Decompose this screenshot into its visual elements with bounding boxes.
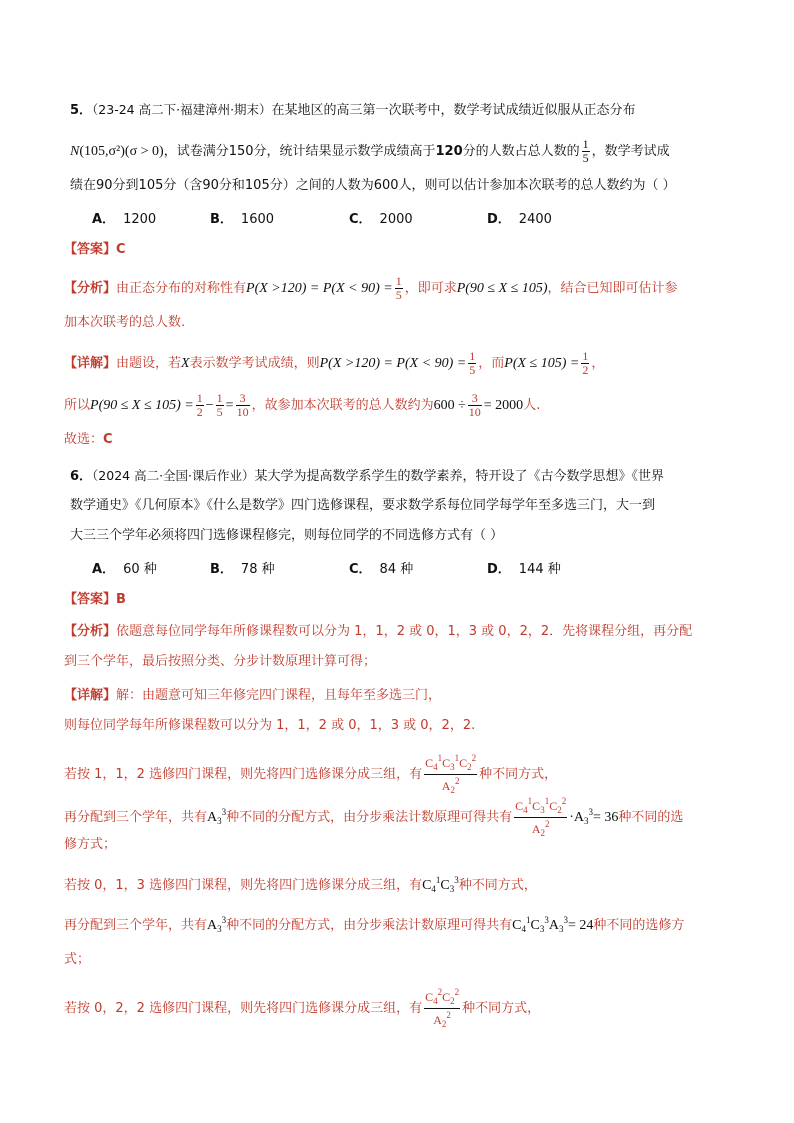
combination-fraction: $\frac{C_4^1C_3^1C_2^2}{A_2^2}$ [425, 753, 477, 795]
q5-analysis-line1: 【分析】由正态分布的对称性有P(X >120) = P(X < 90) = $\frac{1}{5}$ ，即可求P(90 ≤ X ≤ 105)，结合已知即可估计参 [64, 274, 678, 302]
q6-case3-line1: 若按 0，2，2 选修四门课程，则先将四门选修课分成三组，有 $\frac{C_4^2C_2^2}{A_2^2}$ 种不同方式， [64, 987, 541, 1029]
q5-stem-line3: 绩在90分到105分（含90分和105分）之间的人数为600人，则可以估计参加本次联考的总人数约为（ ） [70, 178, 676, 193]
math-expression: P(90 ≤ X ≤ 105) [456, 281, 548, 296]
math-expression: (105,σ²)(σ > 0) [79, 144, 164, 159]
q5-detail-line2: 所以P(90 ≤ X ≤ 105) = $\frac{1}{2}$ − $\frac{1}{5}$ = $\frac{3}{10}$ ，故参加本次联考的总人数约为600 ÷ $\frac{3}{10}$ = 2000人. [64, 391, 541, 419]
q6-answer [64, 590, 754, 610]
fraction: $\frac{1}{2}$ [582, 349, 589, 377]
q5-stem-line1 [70, 100, 754, 121]
stem-text: ，数学考试成 [591, 144, 670, 159]
answer-value: B [116, 592, 126, 607]
math-expression: P(X >120) = P(X < 90) = [319, 356, 467, 371]
fraction: $\frac{1}{5}$ [582, 137, 589, 165]
fraction: $\frac{3}{10}$ [236, 391, 249, 419]
detail-tag: 【详解】 [64, 688, 117, 703]
q5-option-a: A． 1200 [92, 212, 157, 227]
q6-option-d: D． 144 种 [487, 562, 561, 577]
q6-case1-line3: 修方式； [64, 837, 117, 852]
stem-number: 120 [435, 144, 463, 159]
analysis-tag: 【分析】 [64, 624, 117, 639]
stem-text: ，试卷满分150分，统计结果显示数学成绩高于 [163, 144, 436, 159]
q6-stem-line2: 数学通史》《几何原本》《什么是数学》四门选修课程，要求数学系每位同学每学年至多选三门，大一到 [70, 498, 656, 513]
fraction: $\frac{1}{5}$ [216, 391, 223, 419]
answer-tag: 【答案】 [64, 242, 117, 257]
q5-choose: 故选：C [64, 432, 113, 447]
question-number: 5． [70, 103, 93, 118]
arrangement-symbol: $A_3^3$ [207, 915, 227, 934]
q5-option-d: D． 2400 [487, 212, 552, 227]
math-expression: P(X ≤ 105) = [504, 356, 580, 371]
stem-text: 分的人数占总人数的 [462, 144, 580, 159]
arrangement-symbol: $A_3^3$ [207, 807, 227, 826]
q6-option-b: B． 78 种 [210, 562, 275, 577]
question-number: 6． [70, 469, 93, 484]
q6-case2-line3: 式； [64, 952, 91, 967]
combination-expression: $C_4^1C_3^3$ [422, 875, 459, 894]
q6-case1-line1: 若按 1，1，2 选修四门课程，则先将四门选修课分成三组，有 $\frac{C_4^1C_3^1C_2^2}{A_2^2}$ 种不同方式， [64, 753, 558, 795]
q6-detail-line1: 【详解】解：由题意可知三年修完四门课程，且每年至多选三门， [64, 688, 442, 703]
combination-expression: $C_4^1C_3^3A_3^3$ [512, 915, 568, 934]
q5-option-b: B． 1600 [210, 212, 275, 227]
analysis-tag: 【分析】 [64, 281, 117, 296]
q6-case2-line2: 再分配到三个学年，共有$A_3^3$种不同的分配方式，由分步乘法计数原理可得共有$C_4^1C_3^3A_3^3= 24$种不同的选修方 [64, 915, 685, 934]
math-symbol: N [70, 144, 80, 159]
fraction: $\frac{3}{10}$ [468, 391, 481, 419]
fraction: $\frac{1}{5}$ [395, 274, 402, 302]
question-source: （2024 高二·全国·课后作业） [92, 468, 255, 483]
q5-answer [64, 240, 754, 260]
question-source: （23-24 高二下·福建漳州·期末） [92, 102, 272, 117]
q5-analysis-line2: 加本次联考的总人数. [64, 315, 186, 330]
q5-detail-line1: 【详解】由题设，若X表示数学考试成绩，则P(X >120) = P(X < 90) = $\frac{1}{5}$ ，而P(X ≤ 105) = $\frac{1}{2}$ ， [64, 349, 605, 377]
q6-stem-line3: 大三三个学年必须将四门选修课程修完，则每位同学的不同选修方式有（ ） [70, 528, 504, 543]
math-expression: P(X >120) = P(X < 90) = [246, 281, 393, 296]
q5-option-c: C． 2000 [349, 212, 413, 227]
combination-fraction: $\frac{C_4^2C_2^2}{A_2^2}$ [425, 987, 460, 1029]
detail-tag: 【详解】 [64, 356, 117, 371]
q5-stem-line2 [70, 138, 754, 165]
combination-fraction: $\frac{C_4^1C_3^1C_2^2}{A_2^2}$ [515, 796, 567, 838]
q6-detail-line2: 则每位同学每年所修课程数可以分为 1，1，2 或 0，1，3 或 0，2，2. [64, 718, 476, 733]
stem-text: 某大学为提高数学系学生的数学素养，特开设了《古今数学思想》《世界 [254, 469, 665, 484]
fraction: $\frac{1}{2}$ [196, 391, 203, 419]
math-expression: P(90 ≤ X ≤ 105) = [90, 398, 194, 413]
q6-stem-line1 [70, 466, 754, 487]
q6-case1-line2: 再分配到三个学年，共有$A_3^3$种不同的分配方式，由分步乘法计数原理可得共有 $\frac{C_4^1C_3^1C_2^2}{A_2^2}$ $\cdot A_3^3= 36$种不同的选 [64, 796, 684, 838]
q6-analysis-line1: 【分析】依题意每位同学每年所修课程数可以分为 1，1，2 或 0，1，3 或 0，2，2．先将课程分组，再分配 [64, 624, 693, 639]
stem-text: 在某地区的高三第一次联考中，数学考试成绩近似服从正态分布 [271, 103, 636, 118]
q6-option-c: C． 84 种 [349, 562, 414, 577]
q6-option-a: A． 60 种 [92, 562, 157, 577]
q6-analysis-line2: 到三个学年，最后按照分类、分步计数原理计算可得； [64, 654, 377, 669]
answer-value: C [116, 242, 126, 257]
q6-case2-line1: 若按 0，1，3 选修四门课程，则先将四门选修课分成三组，有$C_4^1C_3^3$种不同方式， [64, 875, 537, 894]
answer-tag: 【答案】 [64, 592, 117, 607]
fraction: $\frac{1}{5}$ [469, 349, 476, 377]
